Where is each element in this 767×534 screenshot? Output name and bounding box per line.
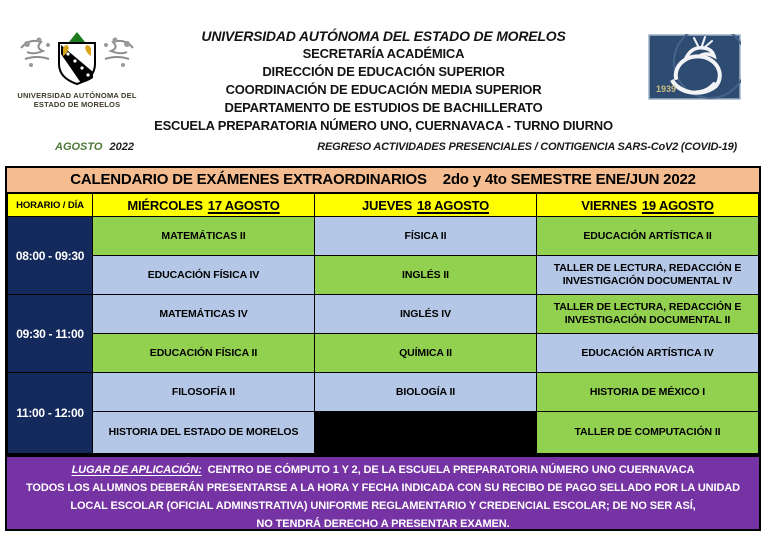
table-row	[8, 217, 759, 256]
header-line-escuela: ESCUELA PREPARATORIA NÚMERO UNO, CUERNAVACA - TURNO DIURNO	[154, 118, 613, 133]
table-row	[8, 412, 759, 454]
subject-cell: MATEMÁTICAS II	[93, 217, 315, 256]
time-slot-3: 11:00 - 12:00	[8, 373, 93, 454]
day-name: MIÉRCOLES	[127, 197, 203, 213]
day-date: 18 AGOSTO	[417, 197, 489, 213]
notice-line-2: TODOS LOS ALUMNOS DEBERÁN PRESENTARSE A LA HORA Y FECHA INDICADA CON SU RECIBO DE PAGO SELLADO POR LA UNIDAD	[25, 482, 741, 494]
year-label: 2022	[109, 141, 134, 153]
notice-line-4: NO TENDRÁ DERECHO A PRESENTAR EXAMEN.	[256, 518, 510, 530]
application-place-text: CENTRO DE CÓMPUTO 1 Y 2, DE LA ESCUELA PREPARATORIA NÚMERO UNO CUERNAVACA	[201, 464, 695, 476]
day-header-row	[8, 194, 759, 217]
subject-cell: EDUCACIÓN FÍSICA II	[93, 334, 315, 373]
application-place-label: LUGAR DE APLICACIÓN:	[71, 464, 202, 476]
header-line-secretaria: SECRETARÍA ACADÉMICA	[302, 46, 465, 61]
subject-cell: HISTORIA DEL ESTADO DE MORELOS	[93, 412, 315, 454]
subject-cell: INGLÉS II	[315, 256, 537, 295]
subject-cell: TALLER DE COMPUTACIÓN II	[537, 412, 759, 454]
table-row	[8, 373, 759, 412]
crest-caption-line2: ESTADO DE MORELOS	[33, 99, 121, 109]
subject-cell-empty	[315, 412, 537, 454]
header-line-departamento: DEPARTAMENTO DE ESTUDIOS DE BACHILLERATO	[224, 100, 543, 115]
subject-cell: EDUCACIÓN FÍSICA IV	[93, 256, 315, 295]
header-line-coordinacion: COORDINACIÓN DE EDUCACIÓN MEDIA SUPERIOR	[225, 82, 542, 97]
crest-caption-line1: UNIVERSIDAD AUTÓNOMA DEL	[17, 91, 137, 100]
table-row	[8, 295, 759, 334]
day-date: 17 AGOSTO	[207, 197, 280, 213]
prepa-logo-year: 1939	[656, 84, 677, 94]
notice-line-1	[7, 461, 759, 479]
month-year	[55, 141, 134, 153]
day-header-miercoles	[93, 194, 315, 217]
table-row	[8, 334, 759, 373]
prepa-uno-logo-icon	[648, 34, 741, 100]
subject-cell: FÍSICA II	[315, 217, 537, 256]
day-name: JUEVES	[362, 197, 413, 213]
exam-table	[7, 193, 759, 454]
covid-notice: REGRESO ACTIVIDADES PRESENCIALES / CONTIGENCIA SARS-CoV2 (COVID-19)	[317, 141, 737, 153]
subject-cell: QUÍMICA II	[315, 334, 537, 373]
day-date: 19 AGOSTO	[641, 197, 714, 213]
subject-cell: EDUCACIÓN ARTÍSTICA II	[537, 217, 759, 256]
time-slot-1: 08:00 - 09:30	[8, 217, 93, 295]
exam-calendar	[5, 166, 761, 456]
corner-header: HORARIO / DÍA	[8, 194, 93, 217]
calendar-title: CALENDARIO DE EXÁMENES EXTRAORDINARIOS 2do y 4to SEMESTRE ENE/JUN 2022	[7, 168, 759, 193]
university-name: UNIVERSIDAD AUTÓNOMA DEL ESTADO DE MORELOS	[201, 28, 566, 44]
day-name: VIERNES	[581, 197, 637, 213]
uaem-crest-icon	[17, 32, 137, 86]
subject-cell: MATEMÁTICAS IV	[93, 295, 315, 334]
header-line-direccion: DIRECCIÓN DE EDUCACIÓN SUPERIOR	[262, 64, 505, 79]
month-label: AGOSTO	[55, 141, 103, 153]
subject-cell: TALLER DE LECTURA, REDACCIÓN E INVESTIGACIÓN DOCUMENTAL II	[537, 295, 759, 334]
subject-cell: HISTORIA DE MÉXICO I	[537, 373, 759, 412]
subject-cell: EDUCACIÓN ARTÍSTICA IV	[537, 334, 759, 373]
application-notice	[5, 455, 761, 531]
notice-line-3: LOCAL ESCOLAR (OFICIAL ADMINSTRATIVA) UNIFORME REGLAMENTARIO Y CREDENCIAL ESCOLAR; DE NO SER ASÍ,	[70, 500, 696, 512]
subject-cell: FILOSOFÍA II	[93, 373, 315, 412]
table-row	[8, 256, 759, 295]
subject-cell: INGLÉS IV	[315, 295, 537, 334]
time-slot-2: 09:30 - 11:00	[8, 295, 93, 373]
institution-header	[120, 27, 647, 135]
subject-cell: BIOLOGÍA II	[315, 373, 537, 412]
prepa-uno-logo	[648, 34, 741, 105]
subject-cell: TALLER DE LECTURA, REDACCIÓN E INVESTIGACIÓN DOCUMENTAL IV	[537, 256, 759, 295]
day-header-jueves	[315, 194, 537, 217]
subheader-row	[0, 141, 767, 153]
day-header-viernes	[537, 194, 759, 217]
